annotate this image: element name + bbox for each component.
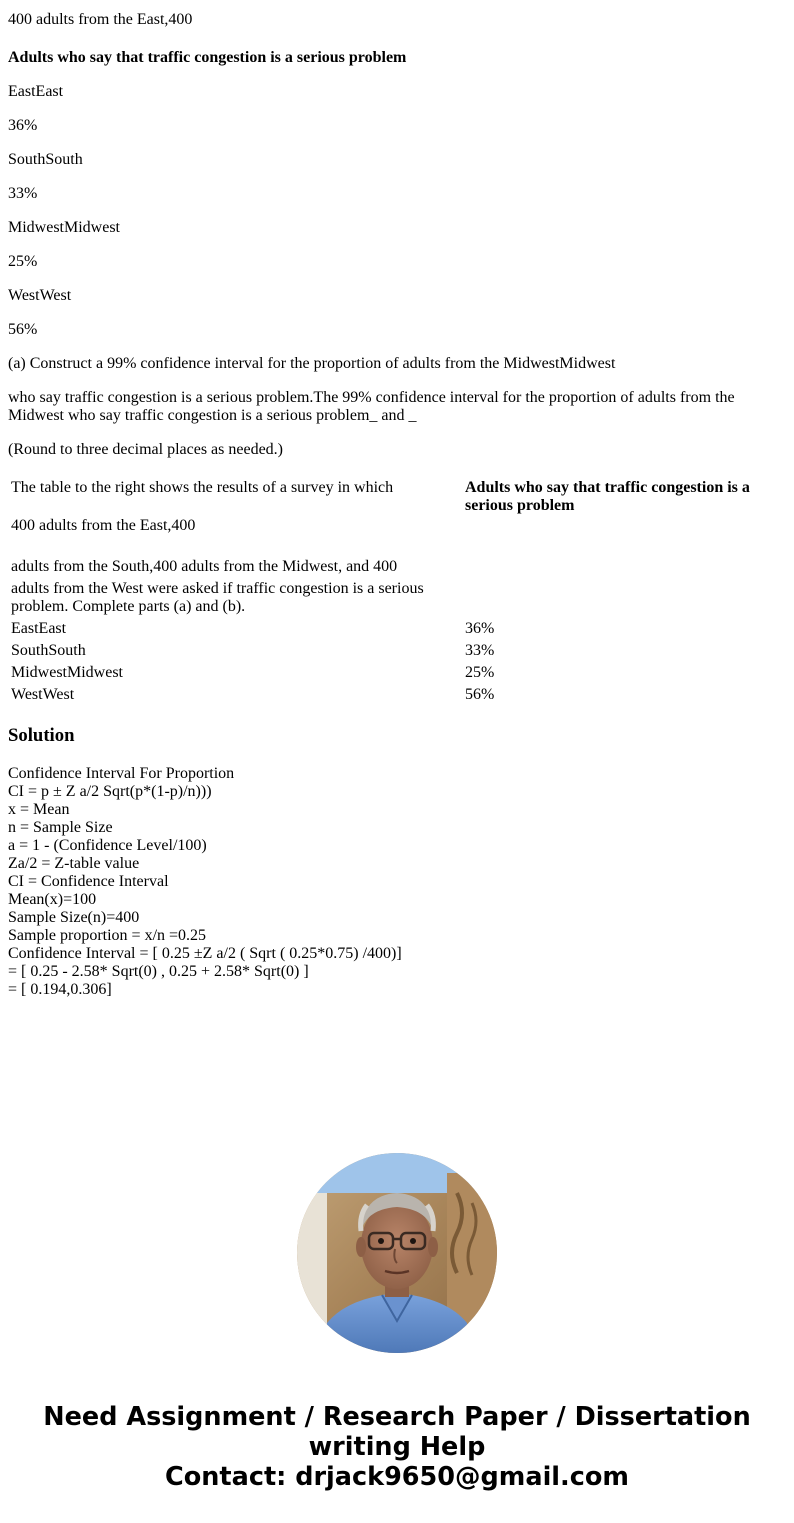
region-label-east: EastEast: [8, 83, 64, 100]
table-description-line: The table to the right shows the results of a survey in which: [11, 479, 394, 496]
table-row-region: EastEast: [11, 620, 67, 637]
solution-line: Confidence Interval = [ 0.25 ±Z a/2 ( Sqrt ( 0.25*0.75) /400)]: [8, 945, 402, 962]
table-description-line: adults from the South,400 adults from the Midwest, and 400: [11, 558, 398, 575]
solution-line: CI = Confidence Interval: [8, 873, 169, 890]
solution-line: = [ 0.25 - 2.58* Sqrt(0) , 0.25 + 2.58* Sqrt(0) ]: [8, 963, 309, 980]
region-value-midwest: 25%: [8, 253, 38, 270]
solution-line: Sample proportion = x/n =0.25: [8, 927, 207, 944]
table-description-line: adults from the West were asked if traffic congestion is a serious problem. Complete parts (a) and (b).: [11, 580, 424, 615]
solution-body: [8, 765, 402, 999]
table-row-region: MidwestMidwest: [11, 664, 123, 681]
solution-line: x = Mean: [8, 801, 70, 818]
table-row-region: WestWest: [11, 686, 75, 703]
table-row-percent: 25%: [465, 664, 495, 681]
contact-banner: [0, 1402, 794, 1492]
region-label-midwest: MidwestMidwest: [8, 219, 120, 236]
table-header: Adults who say that traffic congestion is a serious problem: [465, 479, 750, 514]
table-row-percent: 36%: [465, 620, 495, 637]
region-label-west: WestWest: [8, 287, 72, 304]
region-value-west: 56%: [8, 321, 38, 338]
table-row-region: SouthSouth: [11, 642, 86, 659]
solution-line: a = 1 - (Confidence Level/100): [8, 837, 207, 854]
solution-line: Mean(x)=100: [8, 891, 97, 908]
table-row-percent: 56%: [465, 686, 495, 703]
portrait-image: [297, 1153, 497, 1353]
question-part-a: (a) Construct a 99% confidence interval for the proportion of adults from the MidwestMidwest: [8, 355, 616, 372]
solution-line: CI = p ± Z a/2 Sqrt(p*(1-p)/n))): [8, 783, 212, 800]
answer-prompt: who say traffic congestion is a serious problem.The 99% confidence interval for the proportion of adults from the Midwest who say traffic congestion is a serious problem_ and _: [8, 389, 735, 424]
tutor-avatar: [297, 1153, 497, 1353]
banner-line: Need Assignment / Research Paper / Dissertation: [43, 1402, 751, 1432]
solution-line: Sample Size(n)=400: [8, 909, 140, 926]
region-value-south: 33%: [8, 185, 38, 202]
solution-line: n = Sample Size: [8, 819, 113, 836]
table-row-percent: 33%: [465, 642, 495, 659]
solution-line: Za/2 = Z-table value: [8, 855, 140, 872]
solution-heading: Solution: [8, 725, 75, 746]
table-description-line: 400 adults from the East,400: [11, 517, 196, 534]
region-value-east: 36%: [8, 117, 38, 134]
table-title: Adults who say that traffic congestion is a serious problem: [8, 49, 407, 66]
intro-line: 400 adults from the East,400: [8, 11, 193, 28]
region-label-south: SouthSouth: [8, 151, 83, 168]
banner-line: writing Help: [308, 1432, 486, 1462]
solution-line: = [ 0.194,0.306]: [8, 981, 112, 998]
solution-line: Confidence Interval For Proportion: [8, 765, 235, 782]
rounding-note: (Round to three decimal places as needed.): [8, 441, 283, 458]
contact-email: Contact: drjack9650@gmail.com: [165, 1462, 629, 1492]
